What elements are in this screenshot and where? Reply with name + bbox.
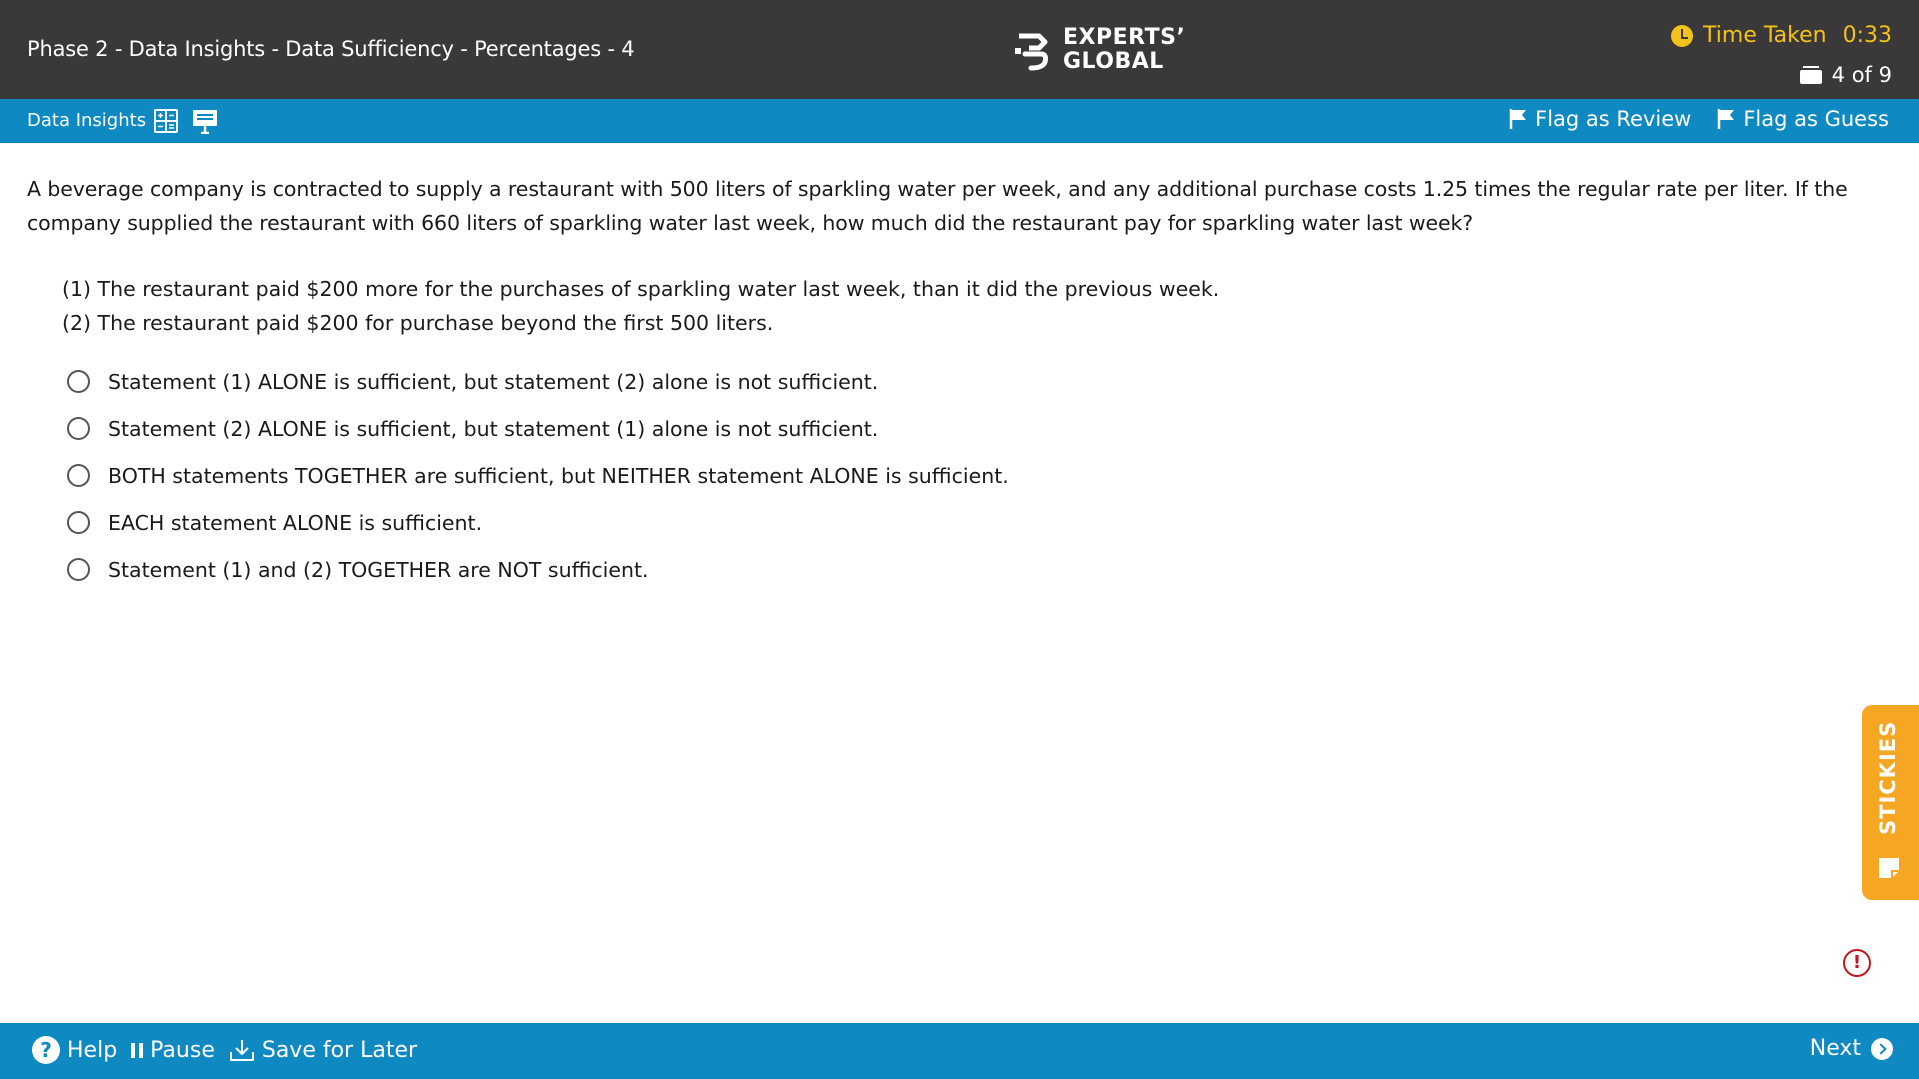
progress-text: 4 of 9	[1831, 63, 1892, 87]
radio-button[interactable]	[67, 417, 90, 440]
next-label: Next	[1809, 1036, 1861, 1061]
pause-button[interactable]	[131, 1038, 215, 1063]
answer-option-a[interactable]	[67, 358, 1887, 405]
flag-icon	[1717, 108, 1735, 130]
stickies-label: STICKIES	[1876, 720, 1900, 835]
top-bar	[0, 0, 1919, 99]
calculator-icon[interactable]	[153, 108, 179, 134]
timer-label: Time Taken	[1703, 23, 1827, 48]
time-taken	[1671, 23, 1892, 48]
timer-value: 0:33	[1842, 23, 1892, 48]
question-stem: A beverage company is contracted to supply a restaurant with 500 liters of sparkling water per week, and any additional purchase costs 1.25 times the regular rate per liter. If the company supplied the restaurant with 660 liters of sparkling water last week, how much did the restaurant pay for sparkling water last week?	[27, 177, 1848, 235]
option-text: BOTH statements TOGETHER are sufficient, but NEITHER statement ALONE is sufficient.	[108, 463, 1009, 488]
report-error-icon[interactable]: !	[1843, 949, 1871, 977]
answer-option-e[interactable]	[67, 546, 1887, 593]
arrow-right-icon	[1871, 1038, 1893, 1060]
logo-text-line1: EXPERTS’	[1063, 25, 1186, 50]
radio-button[interactable]	[67, 370, 90, 393]
answer-option-d[interactable]	[67, 499, 1887, 546]
option-text: Statement (1) and (2) TOGETHER are NOT sufficient.	[108, 557, 649, 582]
whiteboard-icon[interactable]	[192, 108, 218, 134]
pause-icon	[131, 1043, 143, 1058]
logo-text-line2: GLOBAL	[1063, 49, 1164, 74]
answer-option-c[interactable]	[67, 452, 1887, 499]
logo-mark-icon	[1015, 28, 1053, 72]
option-text: Statement (2) ALONE is sufficient, but statement (1) alone is not sufficient.	[108, 416, 879, 441]
download-icon	[229, 1038, 255, 1062]
radio-button[interactable]	[67, 464, 90, 487]
experts-global-logo	[1015, 26, 1185, 74]
flag-review-label: Flag as Review	[1535, 107, 1692, 131]
help-icon: ?	[32, 1036, 60, 1064]
section-bar	[0, 99, 1919, 143]
statement-2: (2) The restaurant paid $200 for purchase beyond the first 500 liters.	[62, 311, 774, 335]
flag-guess-label: Flag as Guess	[1743, 107, 1889, 131]
question-progress	[1800, 63, 1892, 87]
flag-as-review-button[interactable]	[1509, 107, 1691, 131]
question-area	[27, 172, 1887, 593]
pause-label: Pause	[150, 1037, 215, 1063]
question-stack-icon	[1800, 66, 1822, 84]
statements	[62, 272, 1887, 340]
statement-1: (1) The restaurant paid $200 more for the purchases of sparkling water last week, than it did the previous week.	[62, 277, 1220, 301]
flag-icon	[1509, 108, 1527, 130]
option-text: EACH statement ALONE is sufficient.	[108, 510, 483, 535]
bottom-bar	[0, 1023, 1919, 1079]
stickies-tab[interactable]	[1862, 705, 1919, 900]
help-button[interactable]	[32, 1036, 117, 1064]
save-for-later-button[interactable]	[229, 1038, 417, 1063]
flag-as-guess-button[interactable]	[1717, 107, 1889, 131]
save-label: Save for Later	[261, 1037, 418, 1063]
clock-icon	[1671, 25, 1693, 47]
help-label: Help	[67, 1037, 118, 1063]
next-button[interactable]	[1810, 1036, 1893, 1061]
page-title: Phase 2 - Data Insights - Data Sufficiency - Percentages - 4	[27, 37, 635, 61]
answer-options	[67, 358, 1887, 593]
answer-option-b[interactable]	[67, 405, 1887, 452]
sticky-note-icon	[1876, 855, 1902, 881]
option-text: Statement (1) ALONE is sufficient, but statement (2) alone is not sufficient.	[108, 369, 879, 394]
radio-button[interactable]	[67, 558, 90, 581]
radio-button[interactable]	[67, 511, 90, 534]
section-name: Data Insights	[27, 110, 147, 131]
